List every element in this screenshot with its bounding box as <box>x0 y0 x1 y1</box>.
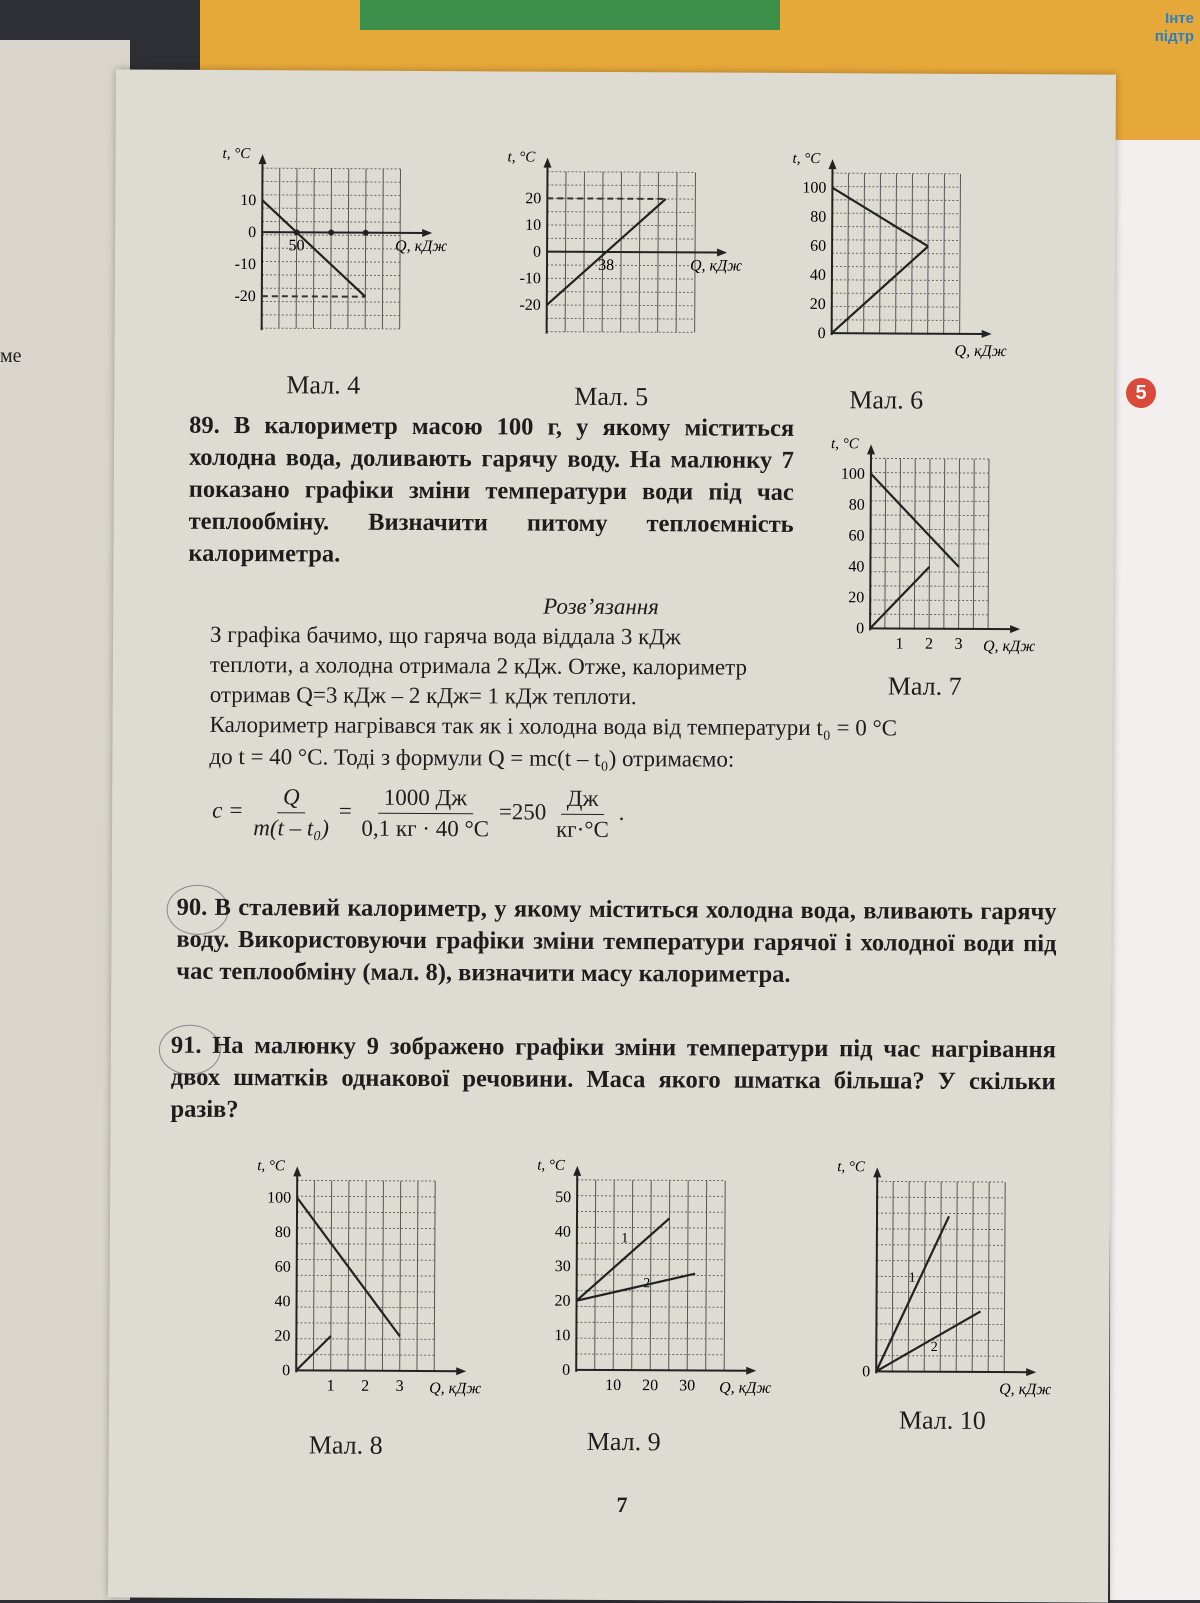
grid-line <box>262 288 400 289</box>
notebook <box>1110 140 1200 1600</box>
grid-line <box>297 1212 435 1213</box>
x-axis-label: Q, кДж <box>954 342 1007 361</box>
y-axis-arrow <box>573 1166 581 1176</box>
chart-mal-7 <box>803 428 1054 669</box>
grid-line <box>297 1228 435 1229</box>
y-tick-label: 0 <box>533 243 542 261</box>
y-axis-label: t, °C <box>792 150 821 168</box>
x-tick-label: 30 <box>679 1377 696 1395</box>
grid-line <box>331 1181 332 1371</box>
x-tick-label: 1 <box>326 1377 335 1395</box>
y-tick-label: 0 <box>282 1362 291 1380</box>
grid-line <box>296 1339 434 1340</box>
line-label: 2 <box>930 1339 938 1355</box>
denominator: кг·°C <box>555 816 609 842</box>
formula-end: . <box>618 799 625 825</box>
grid-line <box>929 459 930 629</box>
y-tick-label: 60 <box>274 1258 291 1276</box>
series-line-2 <box>577 1273 696 1301</box>
x-tick-label: 38 <box>598 256 615 275</box>
formula-fraction <box>556 784 609 845</box>
grid-line <box>262 328 400 329</box>
y-axis-arrow <box>873 1167 881 1177</box>
problem-91: 91. На малюнку 9 зображено графіки зміни температури під час нагрівання двох шматків однакової речовини. Маса якого шматка більша? У скільки разів? <box>170 1031 1056 1124</box>
formula-fraction <box>253 782 329 843</box>
x-axis-arrow <box>422 229 432 237</box>
grid-line <box>262 195 400 196</box>
solution-line: теплоти, а холодна отримала 2 кДж. Отже, калориметр <box>209 651 748 680</box>
solution-line: З графіка бачимо, що гаряча вода віддала 3 кДж <box>209 621 681 650</box>
grid-line <box>960 174 961 334</box>
chart-mal-9 <box>509 1149 790 1410</box>
numerator: Q <box>277 782 306 813</box>
y-tick-label: 60 <box>848 527 865 545</box>
corner-text <box>1155 10 1194 46</box>
y-tick-label: 0 <box>562 1361 571 1379</box>
textbook-page <box>108 69 1116 1602</box>
caption-mal-8: Мал. 8 <box>308 1430 383 1460</box>
data-point <box>294 229 300 235</box>
grid-line <box>262 315 400 316</box>
y-axis <box>870 450 871 630</box>
series-line-1 <box>876 1216 949 1372</box>
y-tick-label: 0 <box>856 620 865 638</box>
solution-title: Розв’язання <box>543 593 659 620</box>
y-tick-label: -20 <box>234 288 256 306</box>
y-tick-label: 40 <box>848 558 865 576</box>
left-page-word: ме <box>0 345 22 367</box>
y-tick-label: 0 <box>817 325 826 343</box>
y-tick-label: 80 <box>274 1224 291 1242</box>
y-axis-arrow <box>867 444 875 454</box>
x-tick-label: 3 <box>954 635 963 653</box>
caption-mal-7: Мал. 7 <box>887 671 962 701</box>
y-axis-label: t, °C <box>222 145 251 163</box>
grid-line <box>262 248 400 249</box>
x-tick-label: 2 <box>361 1377 370 1395</box>
grid-line <box>297 1260 435 1261</box>
grid-line <box>547 332 695 333</box>
line-label: 1 <box>621 1231 629 1247</box>
caption-mal-9: Мал. 9 <box>586 1426 661 1457</box>
y-axis-arrow <box>293 1166 301 1176</box>
data-point <box>328 230 334 236</box>
y-tick-label: 20 <box>525 190 542 208</box>
background-book-cover <box>360 0 780 30</box>
y-tick-label: 10 <box>240 192 257 210</box>
x-axis-label: Q, кДж <box>982 637 1036 656</box>
y-tick-label: -10 <box>234 256 257 274</box>
solution-line: Калориметр нагрівався так як і холодна вода від температури t₀ = 0 °C <box>209 711 898 741</box>
grid-line <box>262 261 400 262</box>
x-axis-label: Q, кДж <box>395 237 448 256</box>
y-tick-label: 40 <box>809 266 826 284</box>
grid-line <box>262 181 400 182</box>
grid-line <box>973 459 974 629</box>
grid-line <box>297 1275 435 1276</box>
grid-line <box>297 1196 435 1197</box>
x-axis <box>870 628 1013 629</box>
corner-text-line: Інте <box>1165 10 1194 27</box>
x-axis <box>547 252 720 253</box>
x-axis <box>876 1371 1029 1372</box>
grid-line <box>595 1180 596 1370</box>
formula-lhs: c = <box>212 797 244 823</box>
y-axis-label: t, °C <box>537 1157 565 1174</box>
x-axis <box>576 1370 749 1371</box>
line-label: 2 <box>643 1276 651 1292</box>
solution-line: до t = 40 °C. Тоді з формули Q = mc(t – t₀) отримаємо: <box>209 743 735 772</box>
chart-mal-8 <box>229 1150 500 1411</box>
dashed-guide <box>262 296 365 297</box>
x-axis-arrow <box>982 330 992 338</box>
x-axis-label: Q, кДж <box>719 1379 772 1397</box>
y-axis <box>296 1172 297 1372</box>
chart-mal-4 <box>194 138 465 369</box>
caption-mal-10: Мал. 10 <box>898 1405 986 1435</box>
y-tick-label: 100 <box>267 1189 292 1207</box>
caption-mal-5: Мал. 5 <box>574 381 649 412</box>
y-tick-label: 30 <box>554 1258 571 1276</box>
problem-90: 90. В сталевий калориметр, у якому міститься холодна вода, вливають гарячу воду. Використовуючи графіки зміни температури гарячої і холодної води під час теплообміну (мал. 8), визначити масу калориметра. <box>176 893 1057 988</box>
chart-mal-6 <box>764 143 1025 374</box>
grid-line <box>297 1244 435 1245</box>
line-label: 1 <box>908 1270 916 1286</box>
y-axis-label: t, °C <box>837 1159 865 1176</box>
formula <box>212 782 625 845</box>
grid-line <box>262 301 400 302</box>
grid-line <box>885 458 886 628</box>
x-axis-label: Q, кДж <box>689 257 743 275</box>
y-axis-arrow <box>259 154 267 164</box>
grid-line <box>262 221 400 222</box>
grid-line <box>262 275 400 276</box>
x-axis-label: Q, кДж <box>999 1381 1052 1399</box>
y-axis <box>832 165 833 335</box>
y-tick-label: 20 <box>848 589 865 607</box>
y-axis-arrow <box>828 159 836 169</box>
numerator: Дж <box>561 784 605 815</box>
y-tick-label: 40 <box>554 1223 571 1241</box>
grid-line <box>262 168 400 169</box>
page-badge: 5 <box>1126 378 1156 408</box>
y-axis <box>262 160 263 330</box>
y-tick-label: 80 <box>810 208 827 226</box>
y-axis-label: t, °C <box>831 436 859 453</box>
denominator: m(t – t₀) <box>253 815 330 841</box>
y-tick-label: 0 <box>862 1363 871 1381</box>
solution-line: отримав Q=3 кДж – 2 кДж= 1 кДж теплоти. <box>209 681 637 710</box>
x-axis <box>832 333 985 334</box>
grid-line <box>365 169 366 329</box>
grid-line <box>262 208 400 209</box>
grid-line <box>632 1180 633 1370</box>
x-axis-arrow <box>746 1367 756 1375</box>
x-tick-label: 10 <box>605 1376 622 1395</box>
y-tick-label: 10 <box>554 1327 571 1345</box>
y-axis-arrow <box>543 158 551 168</box>
grid-line <box>400 1181 401 1371</box>
y-tick-label: 80 <box>848 496 865 514</box>
x-axis-arrow <box>456 1367 466 1375</box>
numerator: 1000 Дж <box>378 783 474 814</box>
y-axis-label: t, °C <box>257 1158 285 1175</box>
x-axis-arrow <box>717 249 727 257</box>
y-tick-label: -10 <box>519 270 541 288</box>
x-axis-arrow <box>1010 625 1020 633</box>
series-line-2 <box>876 1311 980 1372</box>
y-axis-label: t, °C <box>507 149 536 166</box>
problem-89: 89. В калориметр масою 100 г, у якому міститься холодна вода, доливають гарячу воду. На малюнку 7 показано графіки зміни температури води під час теплообміну. Визначити питому теплоємність калориметра. <box>188 411 795 568</box>
page-number: 7 <box>616 1492 628 1518</box>
x-axis <box>296 1370 459 1371</box>
caption-mal-4: Мал. 4 <box>286 370 361 400</box>
y-tick-label: 100 <box>802 179 827 197</box>
x-axis-label: Q, кДж <box>429 1380 482 1398</box>
y-tick-label: 100 <box>840 465 865 483</box>
y-axis <box>576 1172 577 1372</box>
formula-result: =250 <box>498 799 547 825</box>
data-point <box>363 230 369 236</box>
denominator: 0,1 кг · 40 °C <box>361 815 490 842</box>
y-tick-label: 0 <box>248 224 257 242</box>
y-tick-label: 20 <box>554 1292 571 1310</box>
x-tick-label: 2 <box>924 635 934 653</box>
y-tick-label: 40 <box>274 1293 291 1311</box>
x-tick-label: 20 <box>642 1377 659 1395</box>
y-tick-label: 60 <box>810 237 827 255</box>
grid-line <box>297 1307 435 1308</box>
formula-fraction <box>361 783 489 845</box>
x-tick-label: 1 <box>895 635 904 653</box>
x-tick-label: 3 <box>395 1377 404 1395</box>
formula-eq: = <box>338 798 352 824</box>
grid-line <box>296 1355 434 1356</box>
grid-line <box>877 1181 1005 1182</box>
grid-line <box>1004 1182 1005 1372</box>
chart-mal-5 <box>479 141 760 372</box>
y-tick-label: 20 <box>274 1327 291 1345</box>
chart-mal-10 <box>809 1151 1070 1412</box>
y-axis <box>547 164 548 334</box>
y-tick-label: 10 <box>525 216 542 234</box>
corner-text-line: підтр <box>1154 28 1194 45</box>
y-axis <box>876 1173 877 1373</box>
grid-line <box>724 1181 725 1371</box>
y-tick-label: -20 <box>519 296 541 314</box>
x-tick-label: 50 <box>288 237 305 255</box>
x-axis-arrow <box>1026 1368 1036 1376</box>
y-tick-label: 50 <box>555 1188 572 1207</box>
x-axis <box>262 232 425 233</box>
grid-line <box>296 1323 434 1324</box>
grid-line <box>297 1180 435 1181</box>
y-tick-label: 20 <box>809 295 826 314</box>
caption-mal-6: Мал. 6 <box>849 385 924 415</box>
